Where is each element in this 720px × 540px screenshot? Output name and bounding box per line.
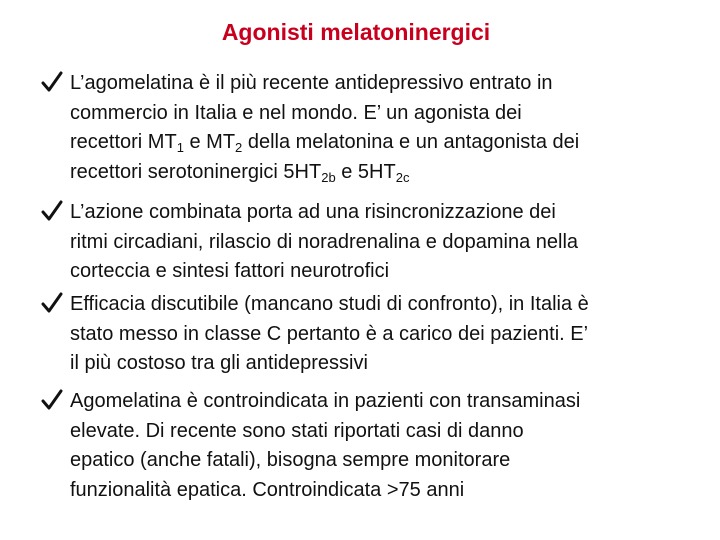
checkmark-icon xyxy=(40,70,66,96)
bullet-line: Efficacia discutibile (mancano studi di confronto), in Italia è xyxy=(70,293,589,315)
bullet-text xyxy=(70,290,710,379)
bullet-line: elevate. Di recente sono stati riportati casi di danno xyxy=(70,419,524,442)
slide-title: Agonisti melatoninergici xyxy=(221,19,491,45)
bullet-line: epatico (anche fatali), bisogna sempre monitorare xyxy=(70,449,511,471)
bullet-line: L’agomelatina è il più recente antidepressivo entrato in xyxy=(70,72,553,94)
subscript: 2b xyxy=(321,169,336,185)
line-segment: e MT xyxy=(183,131,236,153)
line-segment: recettori MT xyxy=(70,131,177,153)
subscript: 1 xyxy=(176,140,184,155)
bullet-line: corteccia e sintesi fattori neurotrofici xyxy=(70,260,390,282)
bullet-text xyxy=(70,69,710,187)
bullet-line xyxy=(70,128,710,158)
bullet-line: stato messo in classe C pertanto è a carico dei pazienti. E’ xyxy=(70,322,589,345)
line-segment: recettori serotoninergici 5HT xyxy=(70,160,322,183)
checkmark-icon xyxy=(40,388,66,414)
bullet-line: commercio in Italia e nel mondo. E’ un agonista dei xyxy=(70,101,522,124)
bullet-line: Agomelatina è controindicata in pazienti con transaminasi xyxy=(70,390,581,412)
bullet-line: L’azione combinata porta ad una risincronizzazione dei xyxy=(70,201,556,223)
subscript: 2c xyxy=(395,169,410,185)
bullet-text xyxy=(70,387,710,505)
bullet-line xyxy=(70,158,710,188)
subscript: 2 xyxy=(235,140,243,155)
bullet-line: il più costoso tra gli antidepressivi xyxy=(70,352,368,374)
line-segment: della melatonina e un antagonista dei xyxy=(242,131,580,153)
bullet-text xyxy=(70,198,710,287)
checkmark-icon xyxy=(40,199,66,225)
bullet-line: ritmi circadiani, rilascio di noradrenalina e dopamina nella xyxy=(70,230,579,253)
bullet-line: funzionalità epatica. Controindicata >75 anni xyxy=(70,478,465,501)
checkmark-icon xyxy=(40,291,66,317)
line-segment: e 5HT xyxy=(335,160,396,183)
